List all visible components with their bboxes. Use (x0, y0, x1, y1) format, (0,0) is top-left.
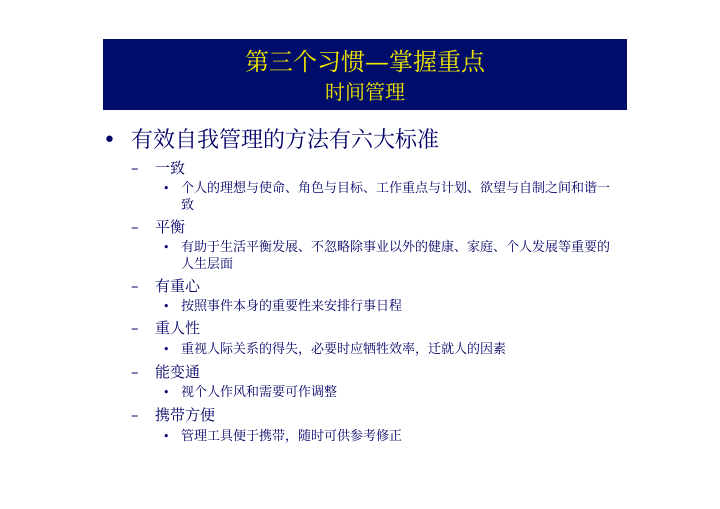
sub-item-heading: 平衡 (155, 218, 186, 236)
sub-item-heading: 一致 (155, 159, 186, 177)
slide-subtitle: 时间管理 (325, 80, 405, 104)
detail-text: 个人的理想与使命、角色与目标、工作重点与计划、欲望与自制之间和谐一致 (181, 181, 611, 213)
sub-item-heading: 重人性 (155, 319, 201, 337)
detail-text: 视个人作风和需要可作调整 (181, 385, 338, 400)
sub-item-heading: 有重心 (155, 277, 201, 295)
detail-text: 重视人际关系的得失，必要时应牺牲效率，迁就人的因素 (181, 342, 507, 357)
bullet-icon: • (163, 300, 170, 313)
dash-icon: – (131, 319, 139, 337)
main-bullet-text: 有效自我管理的方法有六大标准 (131, 128, 440, 153)
sub-item-heading: 能变通 (155, 363, 201, 381)
detail-text: 有助于生活平衡发展、不忽略除事业以外的健康、家庭、个人发展等重要的人生层面 (181, 240, 611, 272)
dash-icon: – (131, 406, 139, 424)
dash-icon: – (131, 363, 139, 381)
bullet-icon: • (163, 386, 170, 399)
bullet-icon: • (163, 182, 170, 195)
detail-text: 按照事件本身的重要性来安排行事日程 (181, 299, 403, 314)
dash-icon: – (131, 277, 139, 295)
bullet-icon: • (163, 343, 170, 356)
bullet-icon: • (103, 128, 116, 153)
bullet-icon: • (163, 430, 170, 443)
dash-icon: – (131, 159, 139, 177)
dash-icon: – (131, 218, 139, 236)
slide-title: 第三个习惯—掌握重点 (245, 48, 485, 76)
bullet-icon: • (163, 241, 170, 254)
sub-item-heading: 携带方便 (155, 406, 216, 424)
detail-text: 管理工具便于携带，随时可供参考修正 (181, 429, 403, 444)
